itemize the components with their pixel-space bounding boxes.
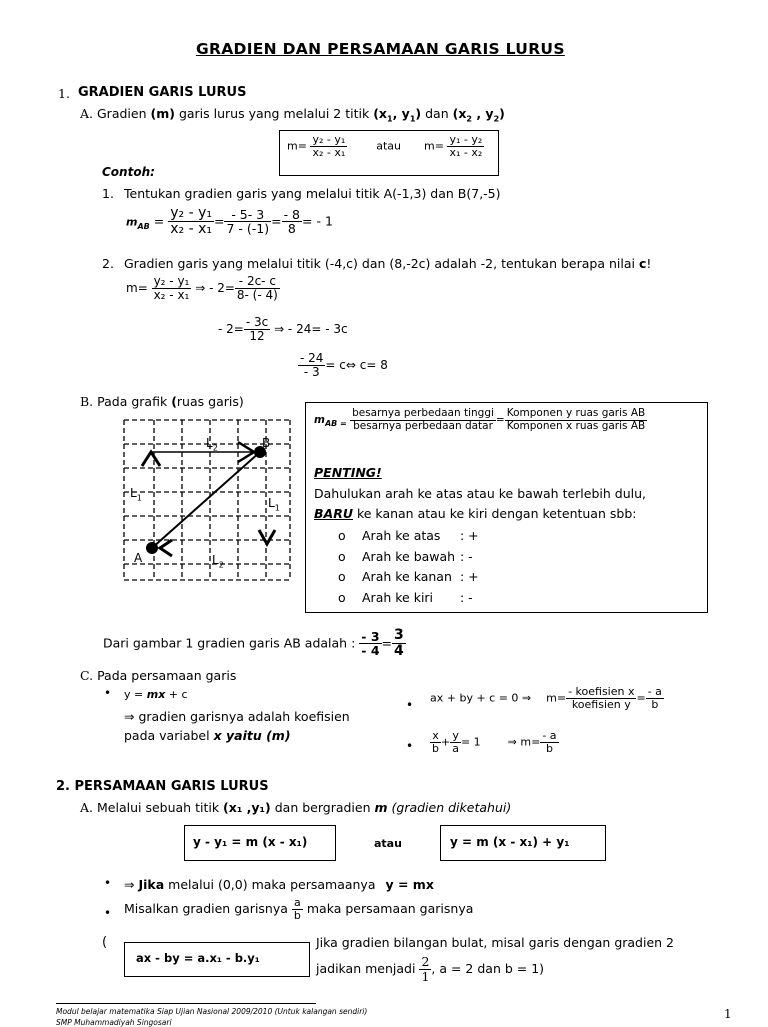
example-1-number: 1. — [102, 186, 114, 201]
letter: A. — [80, 106, 94, 121]
text: dan — [425, 106, 449, 121]
c-bullet-3: $\frac{x}{b}$ + $\frac{y}{a}$ = 1 ⇒ m= $\frac{- a}{b}$ — [432, 729, 557, 756]
formula-3: ax - by = a.x₁ - b.y₁ — [136, 951, 260, 965]
mab-definition: $m_{AB =}$ $\frac{\text{besarnya perbedaan tinggi}}{\text{besarnya perbedaan datar}}$ = $\frac{\text{Komponen y ruas garis AB}}{\text{Komponen x ruas garis AB}}$ — [314, 407, 646, 432]
m-label: (m) — [150, 106, 175, 121]
point-2: ($x_2$ , $y_2$) — [452, 106, 505, 124]
fraction: $\frac{- a}{b}$ — [647, 685, 662, 712]
gradient-formula: m= $\frac{\text{y₂ - y₁}}{\text{x₂ - x₁}}$ atau m= $\frac{\text{y₁ - y₂}}{\text{x₁ - x₂}}$ — [287, 133, 483, 160]
s2-note-line-1: Jika gradien bilangan bulat, misal garis dengan gradien 2 — [316, 935, 675, 950]
s2-bullet-1: ⇒ Jika melalui (0,0) maka persamaanya y = mx — [124, 877, 434, 892]
s2-bullet-2: Misalkan gradien garisnya $\frac{a}{b}$ maka persamaan garisnya — [124, 896, 474, 923]
example-1-solution: $m_{AB}$ = $\frac{\text{y₂ - y₁}}{\text{x₂ - x₁}}$ = $\frac{- 5- 3}{7 - (-1)}$ = $\frac{- 8}{8}$ = - 1 — [126, 205, 333, 238]
fraction: $\frac{2}{1}$ — [421, 954, 430, 984]
fraction: $\frac{3}{4}$ — [394, 627, 404, 660]
fraction: $\frac{\text{y₂ - y₁}}{\text{x₂ - x₁}}$ — [153, 274, 190, 303]
bullet-dot: • — [406, 698, 414, 712]
point-a — [146, 542, 158, 554]
penting-line-2: BARU ke kanan atau ke kiri dengan ketentuan sbb: — [314, 506, 637, 521]
fraction: $\frac{- 2c- c}{8- (- 4)}$ — [236, 274, 278, 303]
fraction: $\frac{y}{a}$ — [452, 729, 459, 756]
example-2-line-2: - 2= $\frac{- 3c}{12}$ ⇒ - 24= - 3c — [218, 315, 348, 344]
graph-label-l1-left: $L_1$ — [130, 486, 142, 503]
footer-line-2: SMP Muhammadiyah Singosari — [56, 1018, 172, 1027]
subsection-2a-text: A. Melalui sebuah titik (x₁ ,y₁) dan bergradien m (gradien diketahui) — [80, 800, 512, 815]
example-2-text: Gradien garis yang melalui titik (-4,c) dan (8,-2c) adalah -2, tentukan berapa nilai c! — [124, 256, 652, 271]
subsection-1a-text — [80, 106, 505, 124]
rule-item: o Arah ke atas : + — [338, 528, 479, 543]
text: garis lurus yang melalui 2 titik — [178, 106, 370, 121]
graph-label-l1-right: $L_1$ — [268, 496, 280, 513]
rule-item: o Arah ke kiri : - — [338, 589, 473, 605]
example-2-line-3: $\frac{- 24}{- 3}$ = c⇔ c= 8 — [300, 351, 388, 380]
fraction: $\frac{\text{Komponen y ruas garis AB}}{\text{Komponen x ruas garis AB}}$ — [506, 407, 646, 432]
fraction: $\frac{\text{y₁ - y₂}}{\text{x₁ - x₂}}$ — [449, 133, 483, 160]
left-arrow-icon — [160, 540, 172, 556]
c-bullet-1: y = mx + c — [124, 688, 188, 701]
penting-label: PENTING! — [314, 465, 382, 480]
up-arrow-icon — [142, 452, 160, 466]
fraction: $\frac{- 8}{8}$ — [283, 206, 301, 237]
bullet-dot: • — [104, 686, 112, 700]
formula-1: y - y₁ = m (x - x₁) — [193, 835, 308, 849]
text: Gradien — [97, 106, 147, 121]
footer-rule — [56, 1003, 316, 1004]
s2-note-line-2: jadikan menjadi $\frac{2}{1}$ , a = 2 dan b = 1) — [316, 954, 545, 984]
fraction: $\frac{\text{- koefisien x}}{\text{koefisien y}}$ — [568, 685, 635, 712]
fraction: $\frac{- 5- 3}{7 - (-1)}$ — [226, 206, 270, 237]
fraction: $\frac{\text{besarnya perbedaan tinggi}}{\text{besarnya perbedaan datar}}$ — [352, 407, 494, 432]
c-bullet-1-line-2: ⇒ gradien garisnya adalah koefisien — [124, 709, 350, 724]
graph-label-l2-bottom: $L_2$ — [212, 553, 224, 570]
graph-label-a: A — [134, 551, 143, 565]
rule-item: o Arah ke bawah : - — [338, 548, 473, 564]
rule-list — [338, 526, 479, 608]
subsection-1b-text: B. Pada grafik (ruas garis) — [80, 394, 244, 409]
c-bullet-1-line-3: pada variabel x yaitu (m) — [124, 728, 291, 743]
c-bullet-2: ax + by + c = 0 ⇒ m= $\frac{\text{- koefisien x}}{\text{koefisien y}}$ = $\frac{- a}{b}$ — [430, 685, 662, 712]
point-1: ($x_1$, $y_1$) — [373, 106, 422, 124]
segment-ab — [152, 452, 260, 548]
down-arrow-icon — [259, 530, 275, 544]
page-title: GRADIEN DAN PERSAMAAN GARIS LURUS — [196, 40, 565, 58]
fraction: $\frac{- a}{b}$ — [542, 729, 557, 756]
contoh-label: Contoh: — [102, 165, 155, 179]
footer-line-1: Modul belajar matematika Siap Ujian Nasional 2009/2010 (Untuk kalangan sendiri) — [56, 1007, 368, 1016]
graph-result: Dari gambar 1 gradien garis AB adalah : $\frac{- 3}{- 4}$ = $\frac{3}{4}$ — [103, 627, 404, 660]
fraction: $\frac{a}{b}$ — [293, 896, 301, 923]
section-2-heading: 2. PERSAMAAN GARIS LURUS — [56, 779, 269, 794]
rule-item: o Arah ke kanan : + — [338, 569, 479, 584]
graph-label-b: B — [262, 436, 271, 450]
bullet-dot: • — [104, 906, 112, 920]
example-2-line-1: m= $\frac{\text{y₂ - y₁}}{\text{x₂ - x₁}}$ ⇒ - 2= $\frac{- 2c- c}{8- (- 4)}$ — [126, 274, 278, 303]
penting-line-1: Dahulukan arah ke atas atau ke bawah terlebih dulu, — [314, 486, 646, 501]
section-1-heading: GRADIEN GARIS LURUS — [78, 85, 247, 100]
example-2-number: 2. — [102, 256, 114, 271]
atau-label: atau — [374, 837, 402, 850]
page-number: 1 — [724, 1007, 732, 1021]
graph-label-l2-top: $L_2$ — [206, 436, 218, 453]
fraction: $\frac{\text{y₂ - y₁}}{\text{x₂ - x₁}}$ — [170, 205, 212, 238]
bullet-dot: • — [104, 876, 112, 890]
formula-2: y = m (x - x₁) + y₁ — [450, 835, 570, 849]
bullet-dot: • — [406, 739, 414, 753]
fraction: $\frac{- 24}{- 3}$ — [300, 351, 324, 380]
atau-text: atau — [376, 139, 402, 153]
open-paren: ( — [102, 935, 108, 950]
subsection-1c-text: C. Pada persamaan garis — [80, 668, 237, 683]
fraction: $\frac{- 3}{- 4}$ — [361, 628, 380, 659]
fraction: $\frac{- 3c}{12}$ — [245, 315, 269, 344]
fraction: $\frac{\text{y₂ - y₁}}{\text{x₂ - x₁}}$ — [312, 133, 346, 160]
fraction: $\frac{x}{b}$ — [432, 729, 439, 756]
section-1-number: 1. — [58, 86, 70, 101]
example-1-text: Tentukan gradien garis yang melalui titik A(-1,3) dan B(7,-5) — [124, 186, 501, 201]
